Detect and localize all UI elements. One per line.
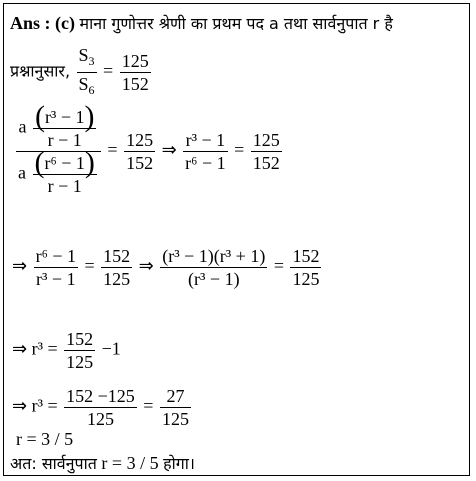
statement-text: माना गुणोत्तर श्रेणी का प्रथम पद a तथा सार्वनुपात r है <box>79 14 393 33</box>
conclusion-value: r = 3 / 5 <box>101 453 159 473</box>
r-cubed-equation: ⇒ r³ = $\frac{152}{125}$ −1 <box>12 329 121 372</box>
sum-ratio-fraction: $\frac{S_3}{S_6}$ <box>78 45 95 97</box>
ratio-prefix: प्रश्नानुसार, <box>10 61 71 81</box>
r-cubed-value-equation: ⇒ r³ = $\frac{152 -125}{125}$ = $\frac{27}{125}$ <box>12 386 189 429</box>
conclusion-line <box>10 452 195 475</box>
header-line <box>10 12 393 35</box>
conclusion-suffix: होगा। <box>163 454 195 473</box>
nested-fraction: a $\frac{\text{(r³ − 1)}}{r - 1}$ a $\frac{\text{(r⁶ − 1)}}{r - 1}$ <box>16 106 101 197</box>
answer-label: Ans : (c) <box>10 13 75 33</box>
r-value-line: r = 3 / 5 <box>16 429 74 449</box>
ratio-equation: प्रश्नानुसार, $\frac{S_3}{S_6}$ = $\frac{125}{152}$ <box>10 44 153 101</box>
factored-equation: ⇒ $\frac{\text{r⁶ − 1}}{\text{r³ − 1}}$ = $\frac{152}{125}$ ⇒ $\frac{\text{(r³ − 1)(r³ + 1)}}{\text{(r³ − 1)}}$ = $\frac{152}{125}$ <box>12 246 320 289</box>
conclusion-prefix: अत: सार्वनुपात <box>10 454 97 473</box>
ratio-value-fraction: $\frac{125}{152}$ <box>121 51 149 94</box>
nested-fraction-equation: a $\frac{\text{(r³ − 1)}}{r - 1}$ a $\frac{\text{(r⁶ − 1)}}{r - 1}$ = $\frac{125}{152}$ ⇒ $\frac{\text{r³ − 1}}{\text{r⁶ − 1}}$ = $\frac{125}{152}$ <box>18 100 280 196</box>
